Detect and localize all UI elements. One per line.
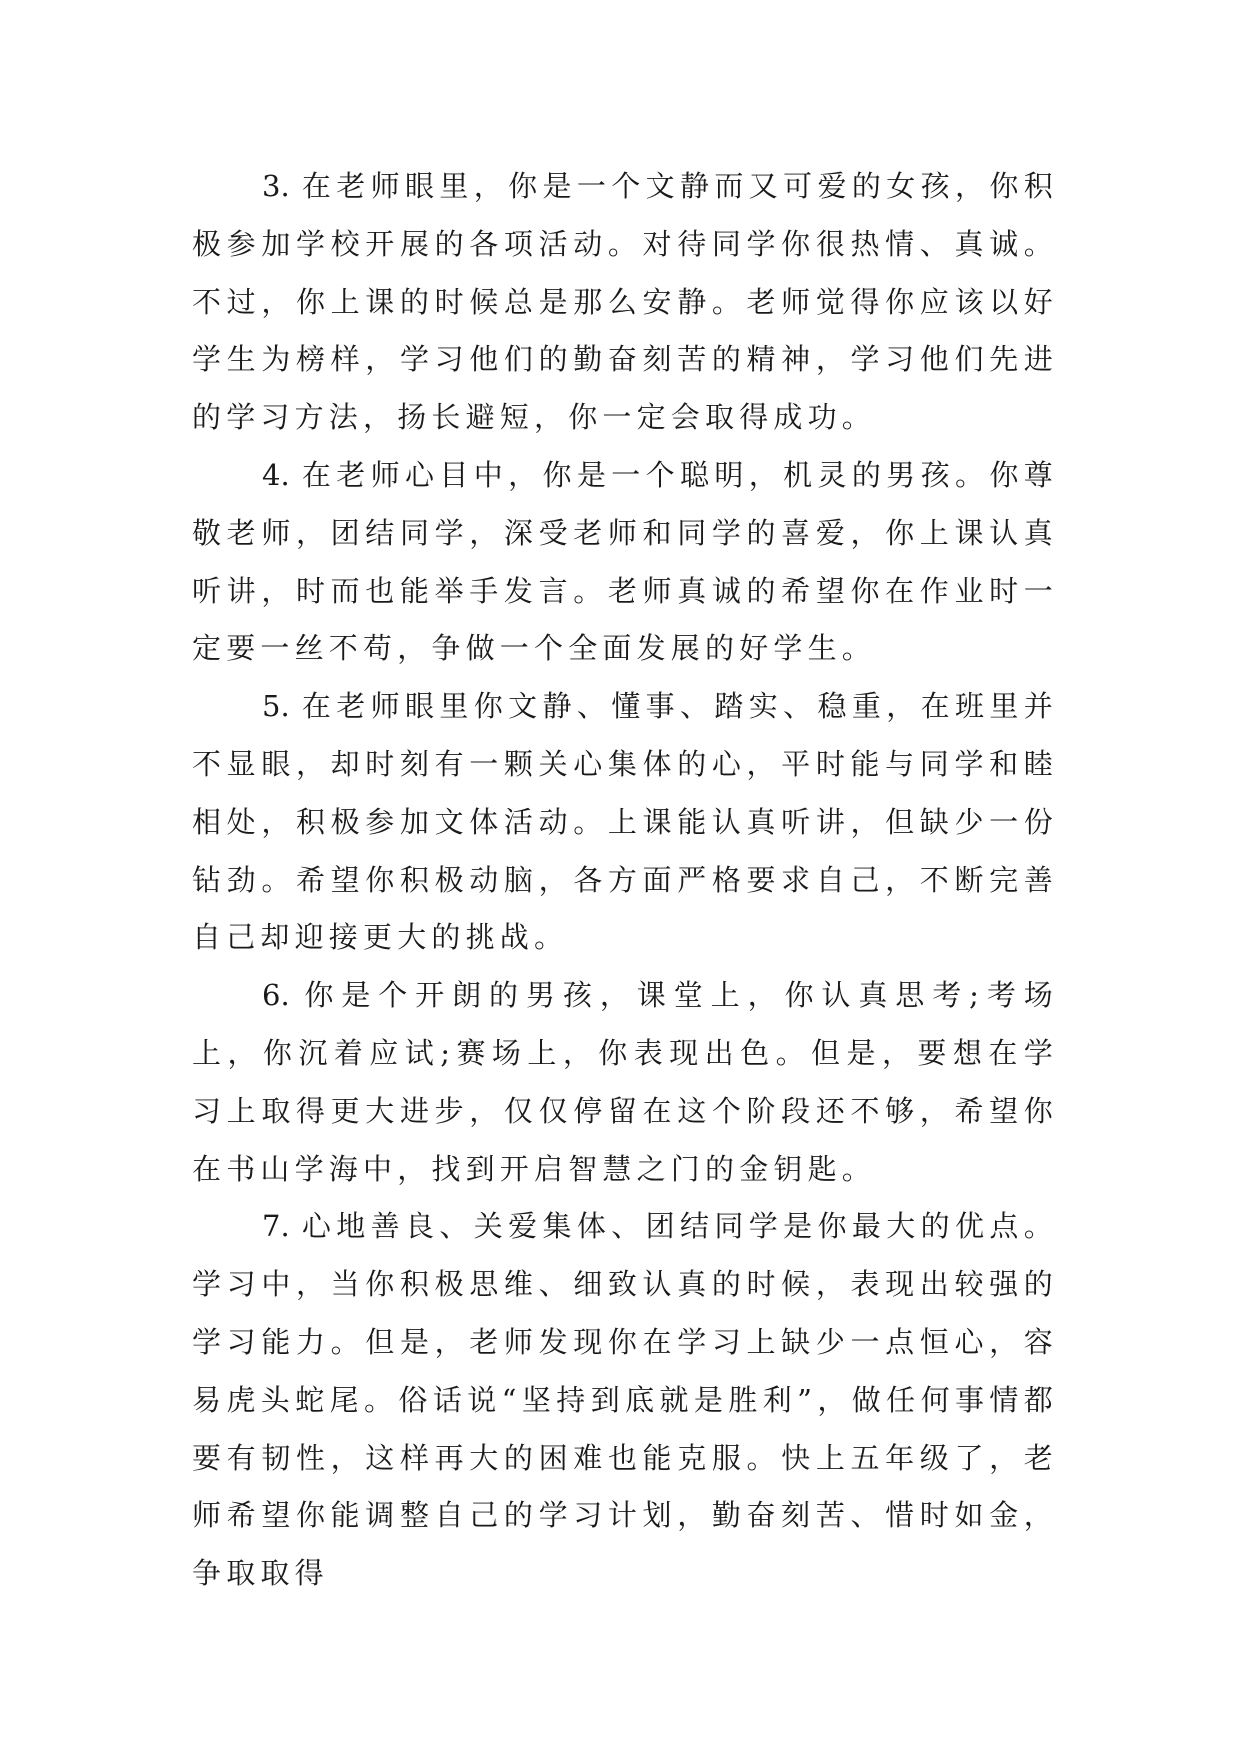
paragraph-number: 4. xyxy=(262,457,290,492)
paragraph-5 xyxy=(192,678,1058,967)
paragraph-number: 5. xyxy=(262,689,290,724)
paragraph-text: 你是个开朗的男孩，课堂上，你认真思考;考场上，你沉着应试;赛场上，你表现出色。但是，要想在学习上取得更大进步，仅仅停留在这个阶段还不够，希望你在书山学海中，找到开启智慧之门的金钥匙。 xyxy=(192,978,1058,1186)
paragraph-number: 6. xyxy=(262,978,290,1013)
paragraph-text: 在老师眼里你文静、懂事、踏实、稳重，在班里并不显眼，却时刻有一颗关心集体的心，平时能与同学和睦相处，积极参加文体活动。上课能认真听讲，但缺少一份钻劲。希望你积极动脑，各方面严格要求自己，不断完善自己却迎接更大的挑战。 xyxy=(192,689,1058,955)
paragraph-4 xyxy=(192,447,1058,678)
paragraph-6 xyxy=(192,967,1058,1198)
paragraph-number: 3. xyxy=(262,169,290,203)
document-body xyxy=(192,158,1058,1603)
paragraph-number: 7. xyxy=(262,1209,290,1244)
paragraph-7 xyxy=(192,1198,1058,1603)
paragraph-3 xyxy=(192,158,1058,447)
paragraph-text: 心地善良、关爱集体、团结同学是你最大的优点。学习中，当你积极思维、细致认真的时候，表现出较强的学习能力。但是，老师发现你在学习上缺少一点恒心，容易虎头蛇尾。俗话说“坚持到底就是胜利”，做任何事情都要有韧性，这样再大的困难也能克服。快上五年级了，老师希望你能调整自己的学习计划，勤奋刻苦、惜时如金，争取取得 xyxy=(192,1209,1058,1591)
paragraph-text: 在老师眼里，你是一个文静而又可爱的女孩，你积极参加学校开展的各项活动。对待同学你很热情、真诚。不过，你上课的时候总是那么安静。老师觉得你应该以好学生为榜样，学习他们的勤奋刻苦的精神，学习他们先进的学习方法，扬长避短，你一定会取得成功。 xyxy=(192,169,1058,435)
paragraph-text: 在老师心目中，你是一个聪明，机灵的男孩。你尊敬老师，团结同学，深受老师和同学的喜爱，你上课认真听讲，时而也能举手发言。老师真诚的希望你在作业时一定要一丝不苟，争做一个全面发展的好学生。 xyxy=(192,457,1058,666)
